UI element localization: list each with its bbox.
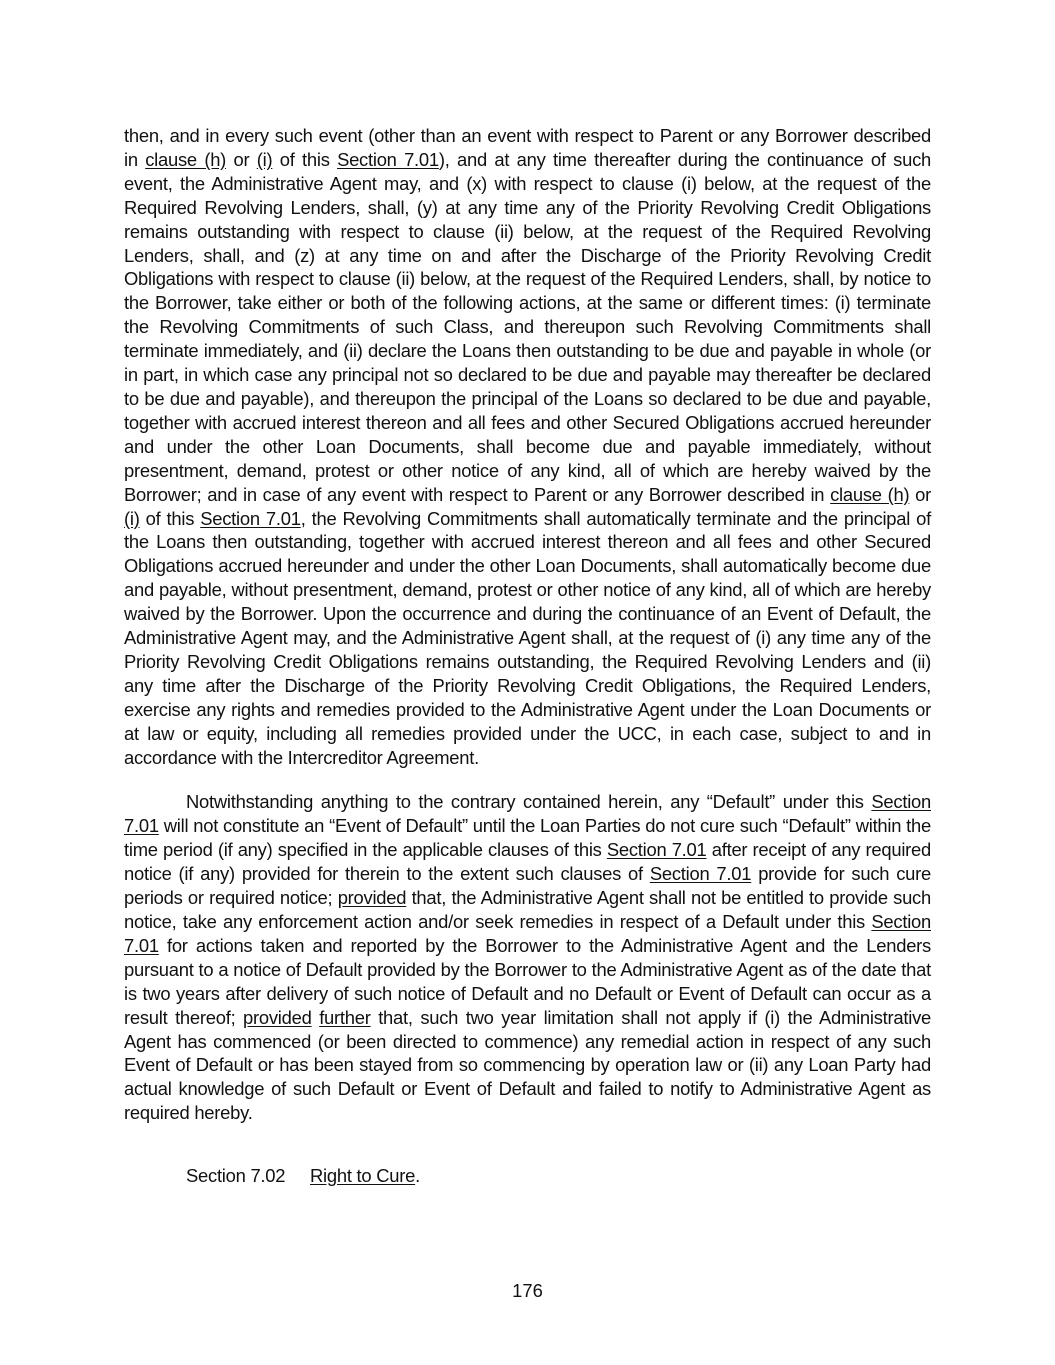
- text-run: for actions taken and reported by the Borrower to the Administrative Agent and the Lenders pursuant to a notice of Default provided by the Borrower to the Administrative Agent as of the date that is two years after delivery of such notice of Default and no Default or Event of Default can occur as a result thereof;: [124, 934, 931, 1028]
- text-run: that, such two year limitation shall not apply if (i) the Administrative Agent has commenced (or been directed to commence) any remedial action in respect of any such Event of Default or has been stayed from so commencing by operation law or (ii) any Loan Party had actual knowledge of such Default or Event of Default and failed to notify to Administrative Agent as required hereby.: [124, 1006, 931, 1124]
- section-reference: Section 7.01: [337, 148, 439, 170]
- section-heading: [186, 1164, 420, 1188]
- text-run: will not constitute an “Event of Default” until the Loan Parties do not cure such “Default” within the time period (if any) specified in the applicable clauses of this: [124, 815, 931, 861]
- section-reference: Section 7.01: [606, 839, 707, 861]
- text-run: ), and at any time thereafter during the continuance of such event, the Administrative Agent may, and (x) with respect to clause (i) below, at the request of the Required Revolving Lenders, shall, (y) at any time any of the Priority Revolving Credit Obligations remains outstanding with respect to clause (ii) below, at the request of the Required Revolving Lenders, shall, and (z) at any time on and after the Discharge of the Priority Revolving Credit Obligations with respect to clause (ii) below, at the request of the Required Lenders, shall, by notice to the Borrower, take either or both of the following actions, at the same or different times: (i) terminate the Revolving Commitments of such Class, and thereupon such Revolving Commitments shall terminate immediately, and (ii) declare the Loans then outstanding to be due and payable in whole (or in part, in which case any principal not so declared to be due and payable may thereafter be declared to be due and payable), and thereupon the principal of the Loans so declared to be due and payable, together with accrued interest thereon and all fees and other Secured Obligations accrued hereunder and under the other Loan Documents, shall become due and payable immediately, without presentment, demand, protest or other notice of any kind, all of which are hereby waived by the Borrower; and in case of any event with respect to Parent or any Borrower described in: [124, 148, 931, 505]
- text-run: of this: [139, 507, 201, 529]
- section-reference: Section 7.01: [124, 911, 931, 956]
- section-title-period: .: [415, 1165, 420, 1186]
- text-run: Notwithstanding anything to the contrary contained herein, any “Default” under this: [186, 791, 872, 813]
- paragraph-notwithstanding: [124, 790, 931, 1125]
- text-run: or: [909, 483, 931, 505]
- paragraph-remedies: [124, 124, 931, 769]
- clause-reference: (i): [256, 148, 273, 170]
- provided-term: provided: [243, 1006, 312, 1028]
- text-run: then, and in every such event (other than an event with respect to Parent or any Borrower described in: [124, 125, 931, 170]
- document-body: [124, 124, 931, 1125]
- section-title: Right to Cure: [310, 1165, 416, 1186]
- further-term: further: [319, 1006, 371, 1028]
- page-number: 176: [512, 1280, 543, 1301]
- section-reference: Section 7.01: [649, 863, 752, 885]
- text-run: or: [226, 148, 257, 170]
- section-number: Section 7.02: [186, 1165, 286, 1186]
- text-run: of this: [272, 148, 338, 170]
- clause-reference: clause (h): [830, 483, 910, 505]
- text-run: after receipt of any required notice (if any) provided for therein to the extent such clauses of: [124, 839, 931, 885]
- clause-reference: (i): [124, 507, 140, 529]
- text-run: provide for such cure periods or required notice;: [124, 863, 932, 909]
- provided-term: provided: [337, 887, 407, 909]
- section-reference: Section 7.01: [200, 507, 301, 529]
- clause-reference: clause (h): [145, 148, 227, 170]
- section-reference: Section 7.01: [124, 791, 931, 837]
- text-run: that, the Administrative Agent shall not be entitled to provide such notice, take any enforcement action and/or seek remedies in respect of a Default under this: [124, 887, 931, 932]
- text-run: , the Revolving Commitments shall automatically terminate and the principal of the Loans then outstanding, together with accrued interest thereon and all fees and other Secured Obligations accrued hereunder and under the other Loan Documents, shall automatically become due and payable, without presentment, demand, protest or other notice of any kind, all of which are hereby waived by the Borrower. Upon the occurrence and during the continuance of an Event of Default, the Administrative Agent may, and the Administrative Agent shall, at the request of (i) any time any of the Priority Revolving Credit Obligations remains outstanding, the Required Revolving Lenders and (ii) any time after the Discharge of the Priority Revolving Credit Obligations, the Required Lenders, exercise any rights and remedies provided to the Administrative Agent under the Loan Documents or at law or equity, including all remedies provided under the UCC, in each case, subject to and in accordance with the Intercreditor Agreement.: [124, 507, 931, 768]
